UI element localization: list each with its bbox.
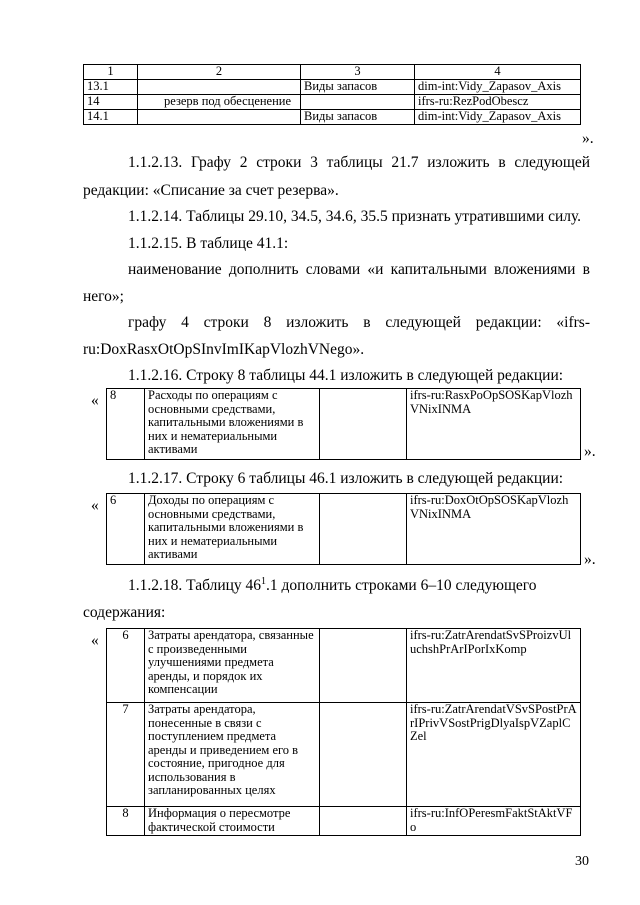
row-dimension: Виды запасов xyxy=(301,110,415,125)
row-code: ifrs-ru:InfOPeresmFaktStAktVFo xyxy=(407,807,581,836)
paragraph: наименование дополнить словами «и капитальными вложениями в xyxy=(128,261,590,278)
open-quote: « xyxy=(91,497,99,514)
header-cell: 3 xyxy=(301,65,415,80)
row-code: ifrs-ru:RezPodObescz xyxy=(415,95,581,110)
row-name: Информация о пересмотре фактической стоимости xyxy=(145,807,320,836)
header-cell: 1 xyxy=(84,65,138,80)
row-number: 14 xyxy=(84,95,138,110)
paragraph: него»; xyxy=(83,288,124,305)
paragraph-part: 1.1.2.18. Таблицу $46^1.1$ дополнить строками 6–10 следующего xyxy=(128,575,537,594)
row-number: 6 xyxy=(107,629,145,703)
row-name: Доходы по операциям с основными средствами, капитальными вложениями в них и нематериальными активами xyxy=(145,494,320,565)
paragraph: 1.1.2.17. Строку 6 таблицы 46.1 изложить в следующей редакции: xyxy=(128,470,564,487)
row-dimension xyxy=(320,494,407,565)
row-number: 14.1 xyxy=(84,110,138,125)
row-number: 8 xyxy=(107,807,145,836)
close-quote: ». xyxy=(584,551,596,568)
close-quote: ». xyxy=(584,443,596,460)
table-row xyxy=(107,494,581,565)
open-quote: « xyxy=(91,392,99,409)
table-row xyxy=(84,80,581,95)
table-row xyxy=(84,110,581,125)
row-dimension xyxy=(320,389,407,460)
table-row xyxy=(107,389,581,460)
row-code: ifrs-ru:DoxOtOpSOSKapVlozhVNixINMA xyxy=(407,494,581,565)
table-3 xyxy=(106,493,581,565)
table-row xyxy=(107,629,581,703)
row-dimension xyxy=(320,807,407,836)
row-number: 13.1 xyxy=(84,80,138,95)
superscript: 1 xyxy=(261,575,267,587)
paragraph: 1.1.2.15. В таблице 41.1: xyxy=(128,235,289,252)
paragraph: содержания: xyxy=(83,604,166,621)
row-name: Затраты арендатора, понесенные в связи с поступлением предмета аренды и приведением его в состояние, пригодное для использования в запланированных целях xyxy=(145,703,320,807)
paragraph xyxy=(128,576,590,595)
row-number: 6 xyxy=(107,494,145,565)
table-row xyxy=(107,807,581,836)
row-number: 8 xyxy=(107,389,145,460)
table-row xyxy=(84,95,581,110)
row-name xyxy=(138,110,301,125)
paragraph: 1.1.2.13. Графу 2 строки 3 таблицы 21.7 изложить в следующей xyxy=(128,154,590,171)
row-name: Затраты арендатора, связанные с произведенными улучшениями предмета аренды, и порядок их компенсации xyxy=(145,629,320,703)
header-cell: 4 xyxy=(415,65,581,80)
row-name: резерв под обесценение xyxy=(138,95,301,110)
row-dimension: Виды запасов xyxy=(301,80,415,95)
row-name: Расходы по операциям с основными средствами, капитальными вложениями в них и нематериальными активами xyxy=(145,389,320,460)
paragraph: ru:DoxRasxOtOpSInvImIKapVlozhVNego». xyxy=(83,341,365,358)
row-dimension xyxy=(320,703,407,807)
row-code: dim-int:Vidy_Zapasov_Axis xyxy=(415,110,581,125)
header-cell: 2 xyxy=(138,65,301,80)
table-header-row xyxy=(84,65,581,80)
row-code: ifrs-ru:ZatrArendatSvSProizvUluchshPrArIPorIxKomp xyxy=(407,629,581,703)
paragraph: 1.1.2.14. Таблицы 29.10, 34.5, 34.6, 35.5 признать утратившими силу. xyxy=(128,208,582,225)
row-number: 7 xyxy=(107,703,145,807)
close-quote: ». xyxy=(582,130,594,147)
row-dimension xyxy=(320,629,407,703)
paragraph: 1.1.2.16. Строку 8 таблицы 44.1 изложить в следующей редакции: xyxy=(128,367,564,384)
paragraph: графу 4 строки 8 изложить в следующей редакции: «ifrs- xyxy=(128,314,590,331)
table-row xyxy=(107,703,581,807)
table-4 xyxy=(106,628,581,836)
table-1 xyxy=(83,64,581,125)
row-name xyxy=(138,80,301,95)
row-code: dim-int:Vidy_Zapasov_Axis xyxy=(415,80,581,95)
row-code: ifrs-ru:RasxPoOpSOSKapVlozhVNixINMA xyxy=(407,389,581,460)
row-code: ifrs-ru:ZatrArendatVSvSPostPrArIPrivVSostPrigDlyaIspVZaplCZel xyxy=(407,703,581,807)
page-number: 30 xyxy=(575,854,589,869)
table-2 xyxy=(106,388,581,460)
paragraph: редакции: «Списание за счет резерва». xyxy=(83,182,339,199)
open-quote: « xyxy=(91,632,99,649)
row-dimension xyxy=(301,95,415,110)
